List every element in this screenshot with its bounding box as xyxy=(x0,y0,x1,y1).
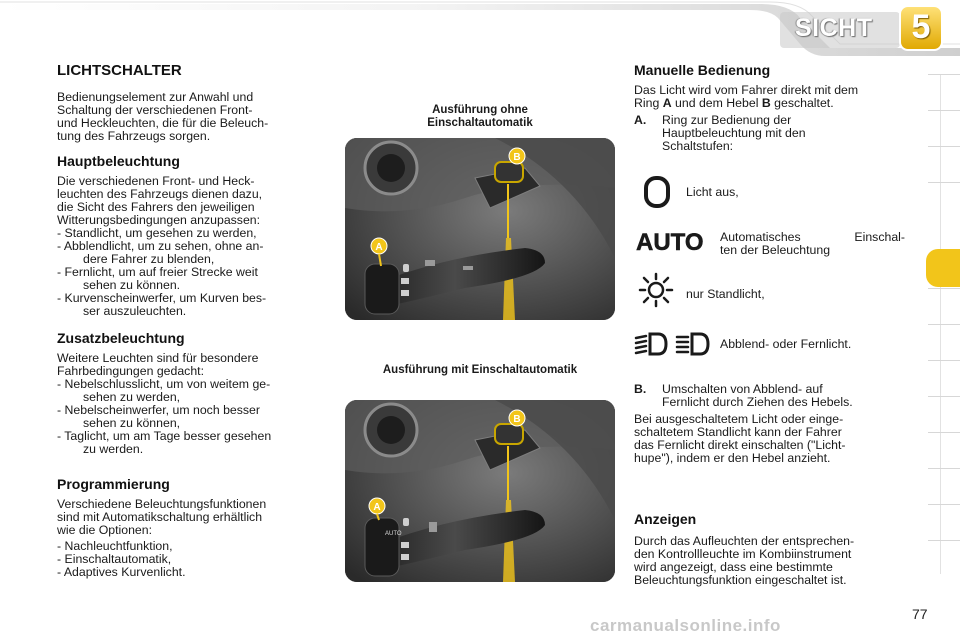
list-item: - Standlicht, um gesehen zu werden, xyxy=(57,226,257,240)
anzeigen-text: Durch das Aufleuchten der entsprechen- den Kontrollleuchte im Kombiinstrument wird angezeigt, dass eine bestimmte Beleuchtungsfunktion eingeschaltet ist. xyxy=(634,534,855,587)
heading-zusatzbeleuchtung: Zusatzbeleuchtung xyxy=(57,330,185,346)
list-item: - Fernlicht, um auf freier Strecke weit sehen zu können. xyxy=(57,265,258,292)
list-item: - Adaptives Kurvenlicht. xyxy=(57,565,186,579)
caption-with-auto: Ausführung mit Einschaltautomatik xyxy=(382,364,578,376)
zusatz-text: Weitere Leuchten sind für besondere Fahrbedingungen gedacht: xyxy=(57,351,259,378)
item-b: B. Umschalten von Abblend- auf Fernlicht durch Ziehen des Hebels. xyxy=(634,382,853,409)
svg-text:A: A xyxy=(373,502,381,513)
heading-anzeigen: Anzeigen xyxy=(634,511,697,527)
tab-11[interactable] xyxy=(928,468,960,505)
main-beam-icon xyxy=(674,330,710,358)
tab-6[interactable] xyxy=(928,288,960,325)
left-column xyxy=(57,62,327,579)
heading-hauptbeleuchtung: Hauptbeleuchtung xyxy=(57,153,180,169)
page-number: 77 xyxy=(912,606,928,622)
svg-text:A: A xyxy=(375,242,383,253)
haupt-text: Die verschiedenen Front- und Heck- leuchten des Fahrzeugs dienen dazu, die Sicht des Fahrers den jeweiligen Witterungsbedingungen anzupassen: xyxy=(57,174,263,227)
list-item: - Nebelschlusslicht, um von weitem ge- sehen zu werden, xyxy=(57,377,271,404)
light-off-icon xyxy=(640,176,674,208)
chapter-number: 5 xyxy=(911,8,931,46)
tab-9[interactable] xyxy=(928,396,960,433)
svg-text:B: B xyxy=(513,414,521,425)
prog-text: Verschiedene Beleuchtungsfunktionen sind mit Automatikschaltung erhältlich wie die Optionen: xyxy=(57,497,267,537)
dipped-beam-icon xyxy=(634,330,668,358)
auto-icon: AUTO xyxy=(636,229,704,256)
tab-3[interactable] xyxy=(928,146,960,183)
beam-text: Abblend- oder Fernlicht. xyxy=(720,337,852,351)
auto-text: Automatisches Einschal- ten der Beleuchtung xyxy=(720,230,905,257)
chapter-tabs xyxy=(928,74,960,594)
tab-12[interactable] xyxy=(928,504,960,541)
svg-text:AUTO: AUTO xyxy=(385,531,402,537)
list-item: - Nachleuchtfunktion, xyxy=(57,539,173,553)
tab-13[interactable] xyxy=(928,540,960,577)
haupt-list xyxy=(57,227,327,318)
tab-2[interactable] xyxy=(928,110,960,147)
parking-light-icon xyxy=(638,272,674,308)
zusatz-list xyxy=(57,378,327,456)
tab-7[interactable] xyxy=(928,324,960,361)
prog-list xyxy=(57,540,327,579)
tab-5-active[interactable] xyxy=(926,249,960,287)
watermark: carmanualsonline.info xyxy=(590,616,781,635)
manual-intro: Das Licht wird vom Fahrer direkt mit dem Ring A und dem Hebel B geschaltet. xyxy=(634,83,859,110)
list-item: - Kurvenscheinwerfer, um Kurven bes- ser auszuleuchten. xyxy=(57,291,267,318)
parking-light-text: nur Standlicht, xyxy=(686,287,765,301)
tab-10[interactable] xyxy=(928,432,960,469)
list-item: - Abblendlicht, um zu sehen, ohne an- dere Fahrer zu blenden, xyxy=(57,239,264,266)
heading-manuelle-bedienung: Manuelle Bedienung xyxy=(634,62,771,78)
tab-1[interactable] xyxy=(928,74,960,111)
list-item: - Taglicht, um am Tage besser gesehen zu werden. xyxy=(57,429,272,456)
list-item: - Einschaltautomatik, xyxy=(57,552,172,566)
tab-4[interactable] xyxy=(928,182,960,219)
caption-without-auto: Ausführung ohne Einschaltautomatik xyxy=(427,104,533,129)
flash-text: Bei ausgeschaltetem Licht oder einge- schaltetem Standlicht kann der Fahrer das Fernlicht direkt einschalten ("Licht- hupe"), indem er den Hebel anzieht. xyxy=(634,412,846,465)
intro-text: Bedienungselement zur Anwahl und Schaltung der verschiedenen Front- und Heckleuchten, die für die Beleuch- tung des Fahrzeugs sorgen. xyxy=(57,90,269,143)
heading-programmierung: Programmierung xyxy=(57,476,170,492)
right-lower xyxy=(634,383,906,587)
light-off-text: Licht aus, xyxy=(686,185,739,199)
svg-text:B: B xyxy=(513,152,521,163)
tab-8[interactable] xyxy=(928,360,960,397)
stalk-photo-manual xyxy=(345,138,615,320)
header-title: SICHT xyxy=(795,14,873,42)
right-column xyxy=(634,62,904,153)
list-item: - Nebelscheinwerfer, um noch besser sehen zu können, xyxy=(57,403,260,430)
item-a: A. Ring zur Bedienung der Hauptbeleuchtung mit den Schaltstufen: xyxy=(634,113,806,153)
stalk-photo-auto xyxy=(345,400,615,582)
section-title: LICHTSCHALTER xyxy=(57,62,182,79)
